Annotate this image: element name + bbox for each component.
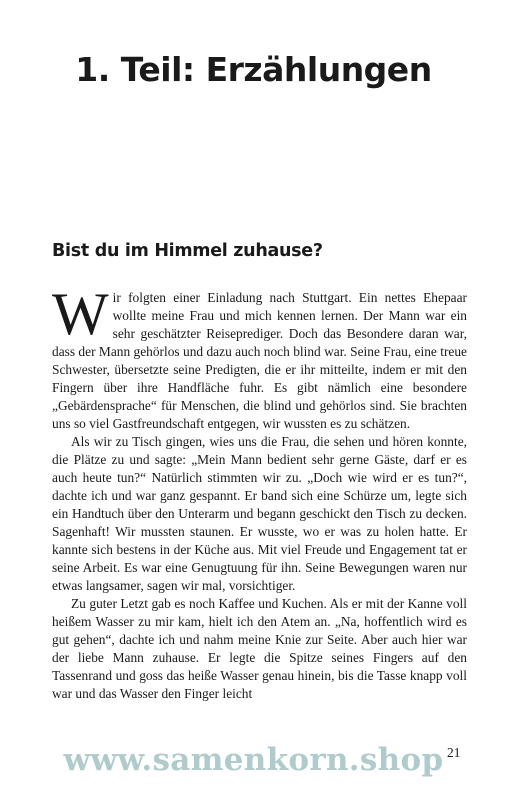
paragraph-1-text: ir folgten einer Einladung nach Stuttgart. Ein nettes Ehepaar wollte meine Frau und mich kennen lernen. Der Mann war ein sehr geschätzter Reiseprediger. Doch das Besondere daran war, dass der Mann gehörlos und dazu auch noch blind war. Seine Frau, eine treue Schwester, übersetzte seine Predigten, die er ihr mitteilte, indem er mit den Fingern über ihre Handfläche fuhr. Es gibt nämlich eine besondere „Gebärdensprache“ für Menschen, die blind und gehörlos sind. Sie brachten uns so viel Gastfreundschaft entgegen, wir wussten es zu schätzen. — [52, 290, 467, 431]
paragraph-3: Zu guter Letzt gab es noch Kaffee und Kuchen. Als er mit der Kanne voll heißem Wasser zu mir kam, hielt ich den Atem an. „Na, hoffentlich wird es gut gehen“, dachte ich und nahm meine Knie zur Seite. Aber auch hier war der liebe Mann zuhause. Er legte die Spitze seines Fingers auf den Tassenrand und goss das heiße Wasser genau hinein, bis die Tasse knapp voll war und das Wasser den Finger leicht — [52, 596, 467, 701]
chapter-title: Bist du im Himmel zuhause? — [52, 241, 323, 261]
paragraph-2: Als wir zu Tisch gingen, wies uns die Frau, die sehen und hören konnte, die Plätze zu und sagte: „Mein Mann bedient sehr gerne Gäste, darf er es auch heute tun?“ Natürlich stimmten wir zu. „Doch wie wird er es tun?“, dachte ich und war ganz gespannt. Er band sich eine Schürze um, legte sich ein Handtuch über den Unterarm und begann geschickt den Tisch zu decken. Sagenhaft! Wir mussten staunen. Er wusste, wo er was zu holen hatte. Er kannte sich bestens in der Küche aus. Mit viel Freude und Engagement tat er seine Arbeit. Es war eine Genugtuung für ihn. Seine Bewegungen waren nur etwas langsamer, sagen wir mal, vorsichtiger. — [52, 434, 467, 593]
paragraph-1 — [52, 281, 467, 433]
page-number: 21 — [447, 745, 461, 760]
part-title: 1. Teil: Erzählungen — [75, 50, 432, 89]
watermark: www.samenkorn.shop — [63, 742, 444, 778]
drop-cap: W — [52, 281, 109, 347]
body-text — [52, 281, 467, 703]
